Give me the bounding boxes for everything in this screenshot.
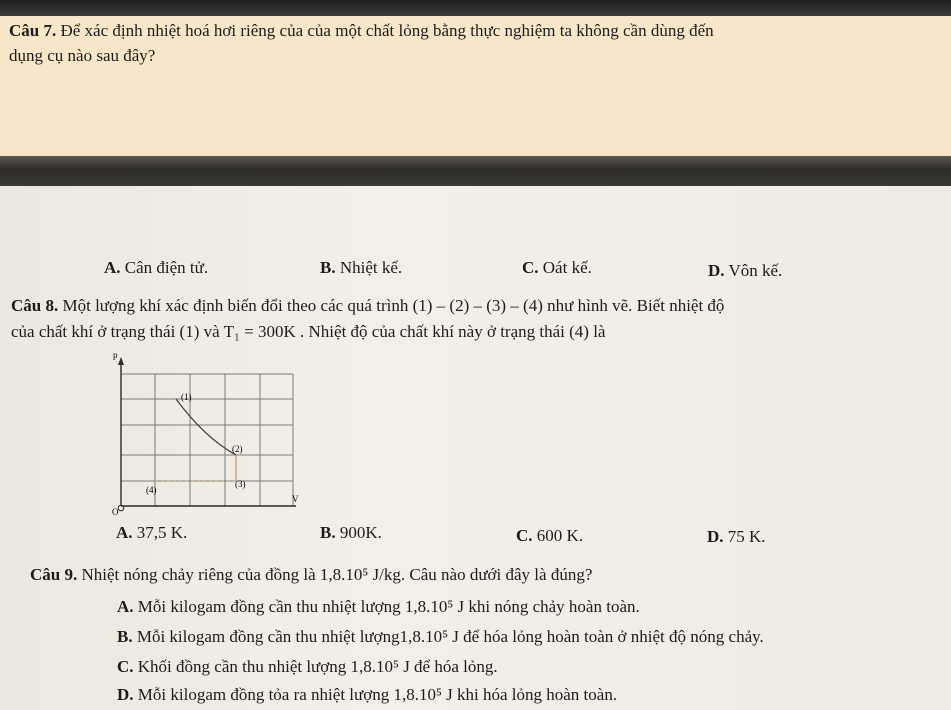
q7-option-d: D. Vôn kế. <box>708 261 783 280</box>
q9-option-c: C. Khối đồng cần thu nhiệt lượng 1,8.10⁵ J để hóa lỏng. <box>117 657 498 676</box>
axis-v-label: V <box>292 494 299 504</box>
q7-option-c: C. Oát kế. <box>522 258 592 277</box>
process-1-2 <box>176 399 236 455</box>
q9-option-d: D. Mỗi kilogam đồng tỏa ra nhiệt lượng 1,8.10⁵ J khi hóa lỏng hoàn toàn. <box>117 685 618 704</box>
state-4-label: (4) <box>146 485 157 495</box>
state-2-label: (2) <box>232 444 243 454</box>
q7-option-a: A. Cân điện tử. <box>104 258 209 277</box>
q8-stem-text: Một lượng khí xác định biến đổi theo các quá trình (1) – (2) – (3) – (4) như hình vẽ. Biết nhiệt độ <box>62 296 725 315</box>
q8-option-b: B. 900K. <box>320 523 382 542</box>
q9-label: Câu 9. <box>30 565 78 584</box>
q8-option-c: C. 600 K. <box>516 526 584 545</box>
q9-option-a: A. Mỗi kilogam đồng cần thu nhiệt lượng 1,8.10⁵ J khi nóng chảy hoàn toàn. <box>117 597 640 616</box>
q8-stem-line2: của chất khí ở trạng thái (1) và T₁ = 300K . Nhiệt độ của chất khí này ở trạng thái (4) là <box>11 322 606 341</box>
axis-p-label: p <box>113 350 118 360</box>
q9-option-b: B. Mỗi kilogam đồng cần thu nhiệt lượng1,8.10⁵ J để hóa lỏng hoàn toàn ở nhiệt độ nóng chảy. <box>117 627 764 646</box>
q9-stem-text: Nhiệt nóng chảy riêng của đồng là 1,8.10⁵ J/kg. Câu nào dưới đây là đúng? <box>81 565 593 584</box>
q7-option-b: B. Nhiệt kế. <box>320 258 403 277</box>
q9-stem <box>30 565 592 585</box>
q8-option-a: A. 37,5 K. <box>116 523 188 542</box>
origin-label: O <box>112 507 119 517</box>
q8-label: Câu 8. <box>11 296 59 315</box>
p-axis-arrow <box>118 357 124 365</box>
q7-label: Câu 7. <box>9 21 57 40</box>
state-3-label: (3) <box>235 479 246 489</box>
state-1-label: (1) <box>181 392 192 402</box>
q7-stem-text: Để xác định nhiệt hoá hơi riêng của của một chất lỏng bằng thực nghiệm ta không cần dùng đến <box>60 21 714 40</box>
q7-stem-line2: dụng cụ nào sau đây? <box>9 46 156 65</box>
q8-option-d: D. 75 K. <box>707 527 766 546</box>
